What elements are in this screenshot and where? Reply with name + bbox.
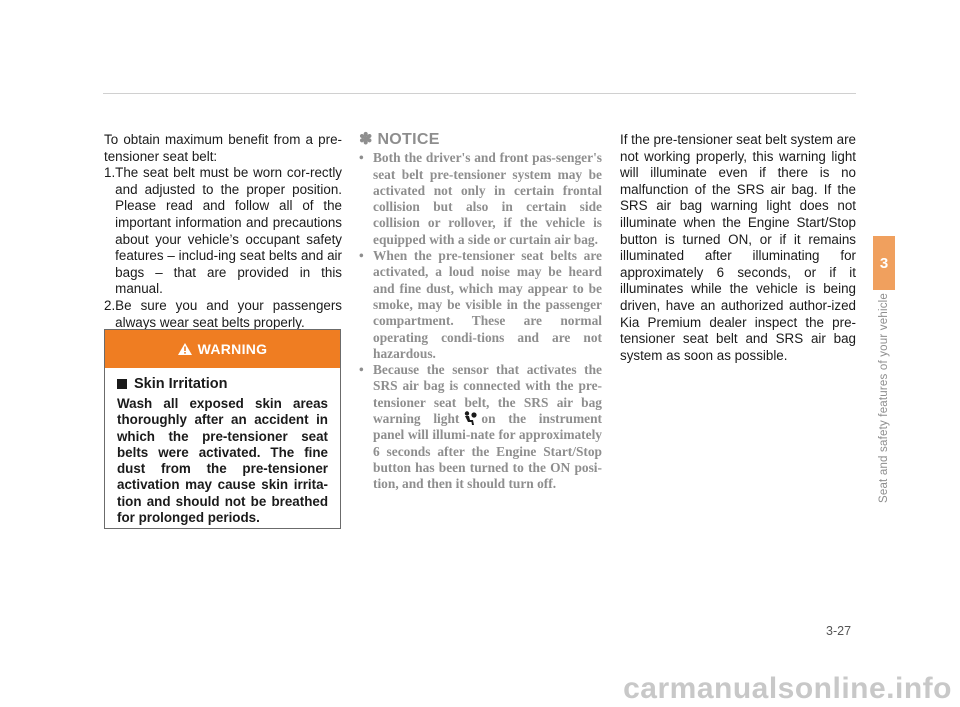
notice-bullet-text: When the pre-tensioner seat belts are activated, a loud noise may be heard and fine dust, which may appear to be smoke, may be visible in the passenger compartment. These are normal operating condi-tions and are not hazardous. <box>373 248 602 361</box>
header-rule <box>103 93 856 94</box>
right-column-text: If the pre-tensioner seat belt system are not working properly, this warning light will illuminate even if there is no malfunction of the SRS air bag. If the SRS air bag warning light does not illuminate when the Engine Start/Stop button is turned ON, or if it remains illuminated after illuminating for approximately 6 seconds, or if it illuminates while the vehicle is being driven, have an authorized author-ized Kia Premium dealer inspect the pre-tensioner seat belt and SRS air bag system as soon as possible. <box>620 132 856 363</box>
page-number: 3-27 <box>826 624 852 638</box>
notice-column <box>359 132 602 493</box>
notice-title: ✽ NOTICE <box>359 131 440 148</box>
notice-bullet <box>359 248 602 362</box>
chapter-title: Seat and safety features of your vehicle <box>878 292 890 504</box>
square-bullet-icon <box>117 379 127 389</box>
warning-subtitle <box>117 376 328 392</box>
item-text: The seat belt must be worn cor-rectly and adjusted to the proper position. Please read and follow all of the important information and precautions about your vehicle’s occupant safety features – includ-ing seat belts and air bags – that are provided in this manual. <box>115 165 342 297</box>
warning-body: Wash all exposed skin areas thoroughly after an accident in which the pre-tensioner seat belts were activated. The fine dust from the pre-tensioner activation may cause skin irrita-tion and should not be breathed for prolonged periods. <box>117 396 328 526</box>
item-number: 1. <box>104 165 116 181</box>
warning-subtitle-text: Skin Irritation <box>134 376 228 392</box>
airbag-warning-icon <box>463 411 477 426</box>
bullet-dot: • <box>359 248 364 264</box>
warning-triangle-icon <box>178 343 192 355</box>
warning-label: WARNING <box>197 341 268 357</box>
warning-header <box>105 330 340 368</box>
item-text: Be sure you and your passengers always wear seat belts properly. <box>115 297 342 330</box>
intro-text: To obtain maximum benefit from a pre-tensioner seat belt: <box>104 132 342 164</box>
warning-box <box>104 329 341 529</box>
list-item <box>104 165 342 298</box>
watermark: carmanualsonline.info <box>623 672 952 705</box>
notice-bullet <box>359 362 602 492</box>
item-number: 2. <box>104 297 116 313</box>
bullet-dot: • <box>359 362 364 378</box>
notice-bullet <box>359 150 602 248</box>
chapter-tab: 3 <box>873 236 895 290</box>
notice-bullet-text-before: Because the sensor that activates the SRS air bag is connected with the pre-tensioner seat belt, the SRS air bag warning light <box>373 362 602 427</box>
notice-bullet-text-after: on the instrument panel will illumi-nate for approximately 6 seconds after the Engine Start/Stop button has been turned to the ON posi-tion, and then it should turn off. <box>373 411 603 492</box>
right-column <box>620 132 856 364</box>
notice-bullet-text: Both the driver's and front pas-senger's seat belt pre-tensioner system may be activated not only in certain frontal collision but also in certain side collision or rollover, if the vehicle is equipped with a side or curtain air bag. <box>373 150 602 247</box>
left-column <box>104 132 342 331</box>
bullet-dot: • <box>359 150 364 166</box>
list-item <box>104 298 342 331</box>
notice-bullet-text <box>373 362 602 492</box>
